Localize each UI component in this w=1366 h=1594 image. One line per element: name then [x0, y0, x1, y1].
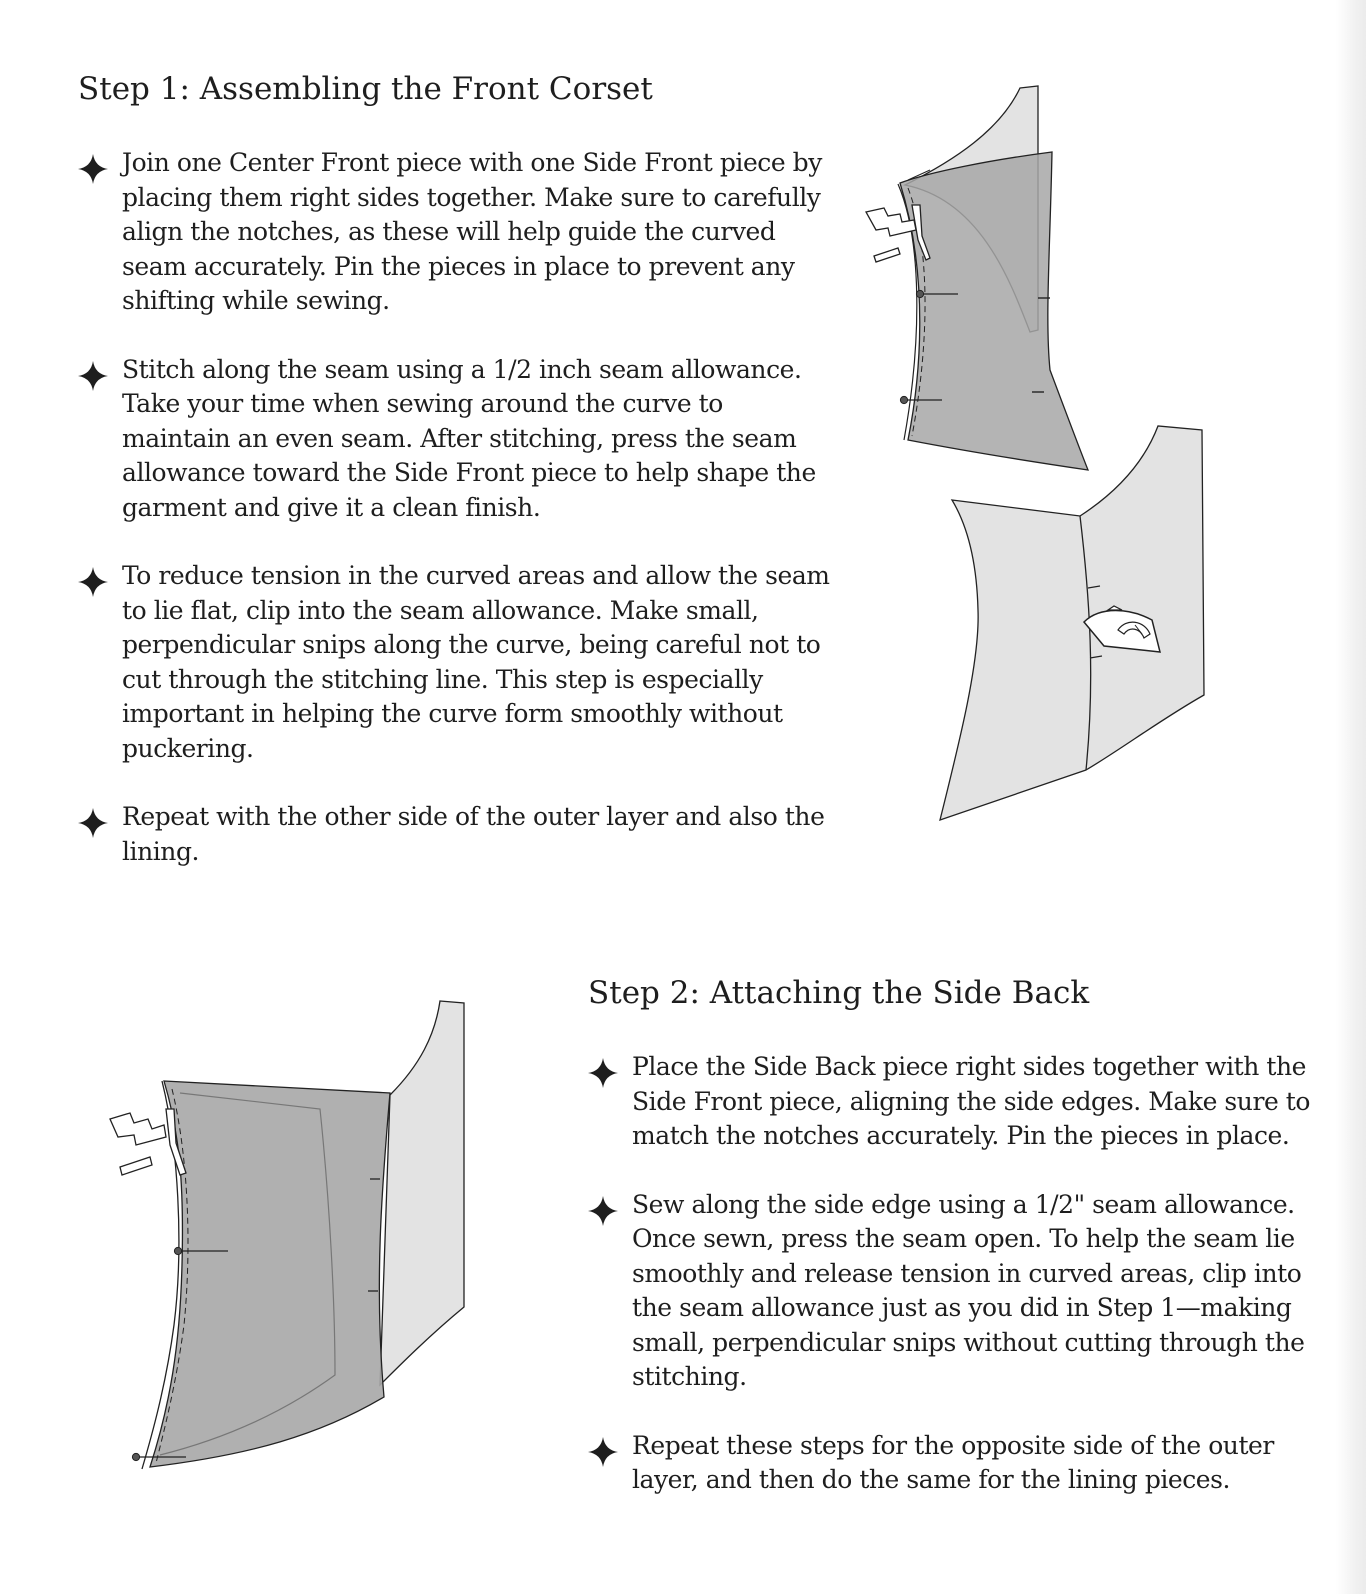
presser-foot-icon — [110, 1109, 186, 1175]
step1-bullet-text: Join one Center Front piece with one Side Front piece by placing them right sides together. Make sure to carefully align the notches, as these will help guide the curved seam accurately. Pin the pieces in place to prevent any shifting while sewing. — [122, 148, 822, 315]
joined-front-piece — [940, 426, 1204, 820]
step2-title: Step 2: Attaching the Side Back — [588, 975, 1090, 1011]
step1-bullet-text: Repeat with the other side of the outer layer and also the lining. — [122, 802, 825, 866]
step2-bullet-text: Sew along the side edge using a 1/2" seam allowance. Once sewn, press the seam open. To help the seam lie smoothly and release tension in curved areas, clip into the seam allowance just as you did in Step 1—making small, perpendicular snips without cutting through the stitching. — [632, 1189, 1305, 1391]
pressed-seam-illustration — [930, 420, 1210, 830]
four-point-star-icon — [78, 361, 108, 391]
step1-bullet-1 — [78, 146, 830, 319]
step1-bullet-4 — [78, 800, 830, 869]
four-point-star-icon — [588, 1058, 618, 1088]
step2-bullet-3 — [588, 1429, 1316, 1498]
step2-bullet-list — [588, 1050, 1316, 1532]
four-point-star-icon — [78, 567, 108, 597]
four-point-star-icon — [588, 1196, 618, 1226]
four-point-star-icon — [78, 808, 108, 838]
step1-bullet-text: Stitch along the seam using a 1/2 inch seam allowance. Take your time when sewing around the curve to maintain an even seam. After stitching, press the seam allowance toward the Side Front piece to help shape the garment and give it a clean finish. — [122, 354, 816, 522]
four-point-star-icon — [588, 1437, 618, 1467]
step2-bullet-text: Repeat these steps for the opposite side of the outer layer, and then do the same for the lining pieces. — [632, 1430, 1274, 1494]
step1-bullet-text: To reduce tension in the curved areas and allow the seam to lie flat, clip into the seam allowance. Make small, perpendicular snips along the curve, being careful not to cut through the stitching line. This step is especially important in helping the curve form smoothly without puckering. — [122, 561, 830, 763]
side-back-attachment-illustration — [100, 985, 480, 1485]
step2-bullet-1 — [588, 1050, 1316, 1154]
page-edge-shadow — [1336, 0, 1366, 1594]
step2-bullet-2 — [588, 1188, 1316, 1395]
step1-bullet-list — [78, 146, 830, 903]
four-point-star-icon — [78, 154, 108, 184]
joined-front-piece — [380, 1001, 464, 1385]
step1-bullet-2 — [78, 353, 830, 526]
step1-bullet-3 — [78, 559, 830, 766]
side-back-piece — [150, 1081, 390, 1467]
step1-title: Step 1: Assembling the Front Corset — [78, 71, 653, 107]
step2-bullet-text: Place the Side Back piece right sides together with the Side Front piece, aligning the side edges. Make sure to match the notches accurately. Pin the pieces in place. — [632, 1052, 1310, 1150]
